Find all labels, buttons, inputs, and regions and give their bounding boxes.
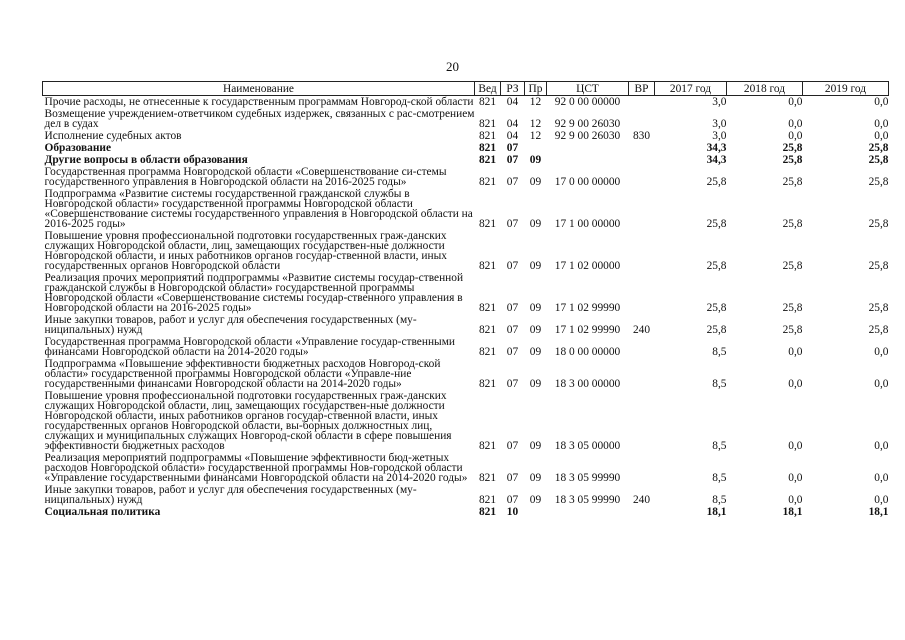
row-value-2017: 3,0 <box>712 130 727 142</box>
row-pr: 12 <box>529 130 542 142</box>
row-cst: 18 3 05 00000 <box>554 440 621 452</box>
row-value-2017: 25,8 <box>706 176 727 188</box>
row-cst: 92 9 00 26030 <box>554 118 621 130</box>
row-value-2019: 18,1 <box>868 506 889 518</box>
row-rz: 07 <box>506 494 519 506</box>
row-value-2018: 0,0 <box>788 494 803 506</box>
row-value-2018: 25,8 <box>782 324 803 336</box>
row-cst: 17 1 02 99990 <box>554 324 621 336</box>
row-name: Подпрограмма «Развитие системы государственной гражданской службы в Новгородской области» государственной программы Новгородской области «Совершенствование системы государственного управления в Новгородской области на 2016-2025 годы» <box>44 188 473 230</box>
row-cst <box>547 506 629 518</box>
row-pr: 09 <box>529 324 542 336</box>
row-ved: 821 <box>478 506 497 518</box>
row-value-2018: 25,8 <box>782 142 803 154</box>
row-rz: 07 <box>506 378 519 390</box>
row-value-2019: 25,8 <box>868 260 889 272</box>
header-vr: ВР <box>629 82 655 96</box>
row-value-2019: 25,8 <box>868 142 889 154</box>
row-pr <box>525 142 547 154</box>
row-name: Другие вопросы в области образования <box>44 154 248 166</box>
row-cst <box>547 142 629 154</box>
row-name: Реализация мероприятий подпрограммы «Повышение эффективности бюд-жетных расходов Новгородской области» государственной программы Нов-городской области «Управление государственными финансами Новгородской области на 2014-2020 годы» <box>44 452 468 484</box>
row-ved: 821 <box>478 472 497 484</box>
row-rz: 07 <box>506 324 519 336</box>
row-cst: 18 3 00 00000 <box>554 378 621 390</box>
row-vr <box>629 452 655 484</box>
table-row <box>43 230 889 272</box>
row-vr <box>629 96 655 109</box>
row-value-2019: 25,8 <box>868 154 889 166</box>
row-value-2018: 0,0 <box>788 118 803 130</box>
row-vr: 830 <box>632 130 651 142</box>
row-value-2017: 8,5 <box>712 346 727 358</box>
row-value-2019: 25,8 <box>868 218 889 230</box>
row-name: Государственная программа Новгородской области «Совершенствование си-стемы государственного управления в Новгородской области на 2016-2025 годы» <box>44 166 447 188</box>
row-value-2018: 18,1 <box>782 506 803 518</box>
row-name: Образование <box>44 142 112 154</box>
row-ved: 821 <box>478 302 497 314</box>
row-ved: 821 <box>478 494 497 506</box>
row-value-2019: 25,8 <box>868 176 889 188</box>
table-row <box>43 166 889 188</box>
table-row <box>43 130 889 142</box>
row-value-2018: 0,0 <box>788 130 803 142</box>
table-row <box>43 96 889 109</box>
row-value-2019: 0,0 <box>874 96 889 108</box>
table-row <box>43 188 889 230</box>
row-ved: 821 <box>478 346 497 358</box>
header-2019: 2019 год <box>803 82 889 96</box>
row-pr: 12 <box>529 96 542 108</box>
row-cst: 17 1 02 00000 <box>554 260 621 272</box>
row-name: Реализация прочих мероприятий подпрограммы «Развитие системы государ-ственной гражданской службы в Новгородской области» государственной программы Новгородской области «Совершенствование системы государ-ственного управления в Новгородской области на 2016-2025 годы» <box>44 272 464 314</box>
header-2018: 2018 год <box>727 82 803 96</box>
row-ved: 821 <box>478 440 497 452</box>
table-row <box>43 272 889 314</box>
row-value-2018: 0,0 <box>788 346 803 358</box>
row-value-2018: 25,8 <box>782 302 803 314</box>
row-value-2017: 25,8 <box>706 260 727 272</box>
header-pr: Пр <box>525 82 547 96</box>
row-ved: 821 <box>478 218 497 230</box>
row-vr <box>629 272 655 314</box>
table-row <box>43 142 889 154</box>
row-value-2017: 34,3 <box>706 142 727 154</box>
row-pr <box>525 506 547 518</box>
row-pr: 09 <box>529 472 542 484</box>
table-row <box>43 358 889 390</box>
row-value-2018: 0,0 <box>788 96 803 108</box>
row-pr: 09 <box>529 440 542 452</box>
row-vr: 240 <box>632 494 651 506</box>
row-name: Повышение уровня профессиональной подготовки государственных граж-данских служащих Новгородской области, лиц, замещающих государствен-ные должности Новгородской области, иных работников органов государ-ственной власти, иных государственных органов Новгородской области, вы-борных должностных лиц, служащих и муниципальных служащих Новгород-ской области в сфере повышения эффективности бюджетных расходов <box>44 390 452 452</box>
table-row <box>43 452 889 484</box>
row-cst: 17 0 00 00000 <box>554 176 621 188</box>
table-row <box>43 506 889 518</box>
row-value-2017: 34,3 <box>706 154 727 166</box>
row-ved: 821 <box>478 118 497 130</box>
row-vr <box>629 336 655 358</box>
row-rz: 07 <box>506 154 519 166</box>
row-name: Повышение уровня профессиональной подготовки государственных граж-данских служащих Новгородской области, лиц, замещающих государствен-ные должности Новгородской области, и иных работников органов государ-ственной власти, иных государственных органов Новгородской области <box>44 230 447 272</box>
row-pr: 09 <box>529 260 542 272</box>
table-row <box>43 484 889 506</box>
row-value-2018: 0,0 <box>788 472 803 484</box>
row-pr: 09 <box>529 154 542 166</box>
row-value-2019: 0,0 <box>874 440 889 452</box>
row-rz: 07 <box>506 302 519 314</box>
row-cst: 17 1 00 00000 <box>554 218 621 230</box>
row-rz: 04 <box>506 96 519 108</box>
row-name: Иные закупки товаров, работ и услуг для обеспечения государственных (му-ниципальных) нужд <box>44 314 417 336</box>
row-vr <box>629 230 655 272</box>
header-cst: ЦСТ <box>547 82 629 96</box>
row-vr <box>629 142 655 154</box>
row-value-2019: 0,0 <box>874 494 889 506</box>
row-ved: 821 <box>478 324 497 336</box>
row-cst: 92 0 00 00000 <box>554 96 621 108</box>
row-value-2019: 0,0 <box>874 346 889 358</box>
header-name: Наименование <box>43 82 475 96</box>
row-value-2017: 8,5 <box>712 494 727 506</box>
row-ved: 821 <box>478 96 497 108</box>
row-rz: 07 <box>506 440 519 452</box>
table-row <box>43 108 889 130</box>
row-value-2019: 0,0 <box>874 472 889 484</box>
row-name: Государственная программа Новгородской области «Управление государ-ственными финансами Новгородской области на 2014-2020 годы» <box>44 336 455 358</box>
row-value-2018: 0,0 <box>788 378 803 390</box>
row-value-2019: 0,0 <box>874 118 889 130</box>
row-pr: 09 <box>529 346 542 358</box>
row-pr: 09 <box>529 218 542 230</box>
row-value-2017: 25,8 <box>706 302 727 314</box>
row-vr <box>629 108 655 130</box>
row-value-2017: 3,0 <box>712 96 727 108</box>
row-rz: 07 <box>506 260 519 272</box>
row-rz: 07 <box>506 346 519 358</box>
row-name: Прочие расходы, не отнесенные к государственным программам Новгород-ской области <box>44 96 474 108</box>
row-name: Иные закупки товаров, работ и услуг для обеспечения государственных (му-ниципальных) нужд <box>44 484 417 506</box>
table-body <box>43 96 889 519</box>
row-value-2018: 25,8 <box>782 218 803 230</box>
row-cst: 92 9 00 26030 <box>554 130 621 142</box>
row-value-2019: 0,0 <box>874 378 889 390</box>
row-vr <box>629 154 655 166</box>
row-ved: 821 <box>478 154 497 166</box>
row-value-2017: 25,8 <box>706 324 727 336</box>
row-pr: 09 <box>529 176 542 188</box>
row-pr: 09 <box>529 302 542 314</box>
row-value-2018: 0,0 <box>788 440 803 452</box>
row-ved: 821 <box>478 142 497 154</box>
row-value-2017: 3,0 <box>712 118 727 130</box>
row-rz: 04 <box>506 130 519 142</box>
table-row <box>43 336 889 358</box>
row-cst: 17 1 02 99990 <box>554 302 621 314</box>
page-number: 20 <box>446 59 459 74</box>
row-cst: 18 3 05 99990 <box>554 472 621 484</box>
row-rz: 07 <box>506 472 519 484</box>
row-value-2018: 25,8 <box>782 176 803 188</box>
row-value-2018: 25,8 <box>782 154 803 166</box>
table-row <box>43 390 889 452</box>
table-header-row <box>43 82 889 96</box>
row-value-2017: 25,8 <box>706 218 727 230</box>
row-ved: 821 <box>478 378 497 390</box>
row-name: Возмещение учреждением-ответчиком судебных издержек, связанных с рас-смотрением дел в судах <box>44 108 475 130</box>
row-pr: 09 <box>529 494 542 506</box>
row-vr <box>629 390 655 452</box>
row-vr <box>629 188 655 230</box>
row-name: Подпрограмма «Повышение эффективности бюджетных расходов Новгород-ской области» государственной программы Новгородской области «Управле-ние государственными финансами Новгородской области на 2014-2020 годы» <box>44 358 441 390</box>
row-value-2019: 25,8 <box>868 324 889 336</box>
table-row <box>43 314 889 336</box>
row-cst: 18 3 05 99990 <box>554 494 621 506</box>
row-rz: 04 <box>506 118 519 130</box>
row-pr: 09 <box>529 378 542 390</box>
row-rz: 07 <box>506 176 519 188</box>
row-ved: 821 <box>478 260 497 272</box>
header-ved: Вед <box>475 82 501 96</box>
row-cst <box>547 154 629 166</box>
row-name: Исполнение судебных актов <box>44 130 182 142</box>
row-ved: 821 <box>478 130 497 142</box>
row-value-2019: 25,8 <box>868 302 889 314</box>
row-value-2017: 8,5 <box>712 378 727 390</box>
row-ved: 821 <box>478 176 497 188</box>
row-value-2019: 0,0 <box>874 130 889 142</box>
row-pr: 12 <box>529 118 542 130</box>
row-vr: 240 <box>632 324 651 336</box>
header-rz: РЗ <box>501 82 525 96</box>
row-vr <box>629 506 655 518</box>
row-name: Социальная политика <box>44 506 161 518</box>
row-value-2018: 25,8 <box>782 260 803 272</box>
row-rz: 07 <box>506 218 519 230</box>
row-value-2017: 8,5 <box>712 440 727 452</box>
row-value-2017: 8,5 <box>712 472 727 484</box>
row-value-2017: 18,1 <box>706 506 727 518</box>
table-row <box>43 154 889 166</box>
header-2017: 2017 год <box>655 82 727 96</box>
row-cst: 18 0 00 00000 <box>554 346 621 358</box>
budget-table <box>42 81 889 518</box>
row-vr <box>629 358 655 390</box>
row-rz: 10 <box>506 506 519 518</box>
row-rz: 07 <box>506 142 519 154</box>
row-vr <box>629 166 655 188</box>
